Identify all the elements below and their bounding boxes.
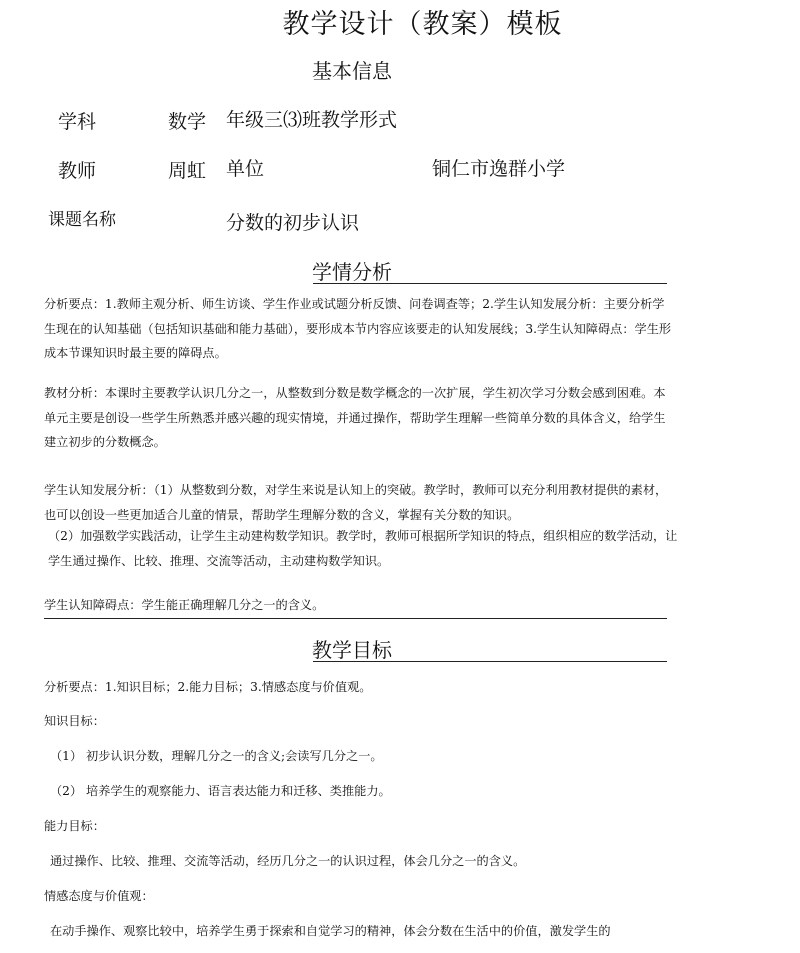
ability-text: 通过操作、比较、推理、交流等活动，经历几分之一的认识过程，体会几分之一的含义。 [50, 854, 526, 868]
ability-label: 能力目标： [44, 819, 105, 833]
learner-analysis-points: 分析要点：1.教师主观分析、师生访谈、学生作业或试题分析反馈、问卷调查等；2.学生认知发展分析：主要分析学生现在的认知基础（包括知识基础和能力基础），要形成本节内容应该要走的认知发展线；3.学生认知障碍点：学生形成本节课知识时最主要的障碍点。 [44, 297, 672, 360]
cognitive-development-1: 学生认知发展分析：（1）从整数到分数，对学生来说是认知上的突破。教学时，教师可以充分利用教材提供的素材，也可以创设一些更加适合儿童的情景，帮助学生理解分数的含义，掌握有关分数的知识。 [44, 483, 668, 522]
objectives-heading-rule [313, 661, 667, 662]
objectives-heading: 教学目标 [312, 638, 392, 662]
lesson-label: 课题名称 [48, 210, 116, 230]
unit-value: 铜仁市逸群小学 [432, 158, 566, 180]
objectives-points: 分析要点：1.知识目标；2.能力目标；3.情感态度与价值观。 [44, 680, 372, 694]
subject-label: 学科 [58, 111, 97, 133]
document-title: 教学设计（教案）模板 [282, 9, 563, 40]
teacher-value: 周虹 [168, 160, 207, 182]
basic-info-heading: 基本信息 [312, 59, 392, 83]
knowledge-item-2: （2） 培养学生的观察能力、语言表达能力和迁移、类推能力。 [50, 784, 391, 798]
cognitive-obstacle: 学生认知障碍点：学生能正确理解几分之一的含义。 [44, 598, 325, 612]
emotion-label: 情感态度与价值观： [44, 889, 154, 903]
teacher-label: 教师 [58, 160, 97, 182]
textbook-analysis: 教材分析：本课时主要教学认识几分之一，从整数到分数是数学概念的一次扩展，学生初次学习分数会感到困难。本单元主要是创设一些学生所熟悉并感兴趣的现实情境，并通过操作，帮助学生理解一些简单分数的具体含义，给学生建立初步的分数概念。 [44, 386, 666, 449]
cognitive-development-2: （2）加强数学实践活动，让学生主动建构数学知识。教学时，教师可根据所学知识的特点，组织相应的数学活动，让学生通过操作、比较、推理、交流等活动，主动建构数学知识。 [48, 529, 678, 568]
learner-analysis-heading: 学情分析 [312, 260, 392, 284]
learner-section-rule [44, 618, 667, 619]
lesson-value: 分数的初步认识 [226, 212, 360, 234]
unit-label: 单位 [226, 158, 265, 180]
emotion-text: 在动手操作、观察比较中，培养学生勇于探索和自觉学习的精神，体会分数在生活中的价值，激发学生的 [50, 924, 611, 938]
knowledge-label: 知识目标： [44, 714, 105, 728]
knowledge-item-1: （1） 初步认识分数，理解几分之一的含义;会读写几分之一。 [50, 749, 383, 763]
learner-heading-rule [313, 283, 667, 284]
subject-value: 数学 [168, 111, 207, 133]
grade-text: 年级三⑶班教学形式 [226, 109, 398, 131]
